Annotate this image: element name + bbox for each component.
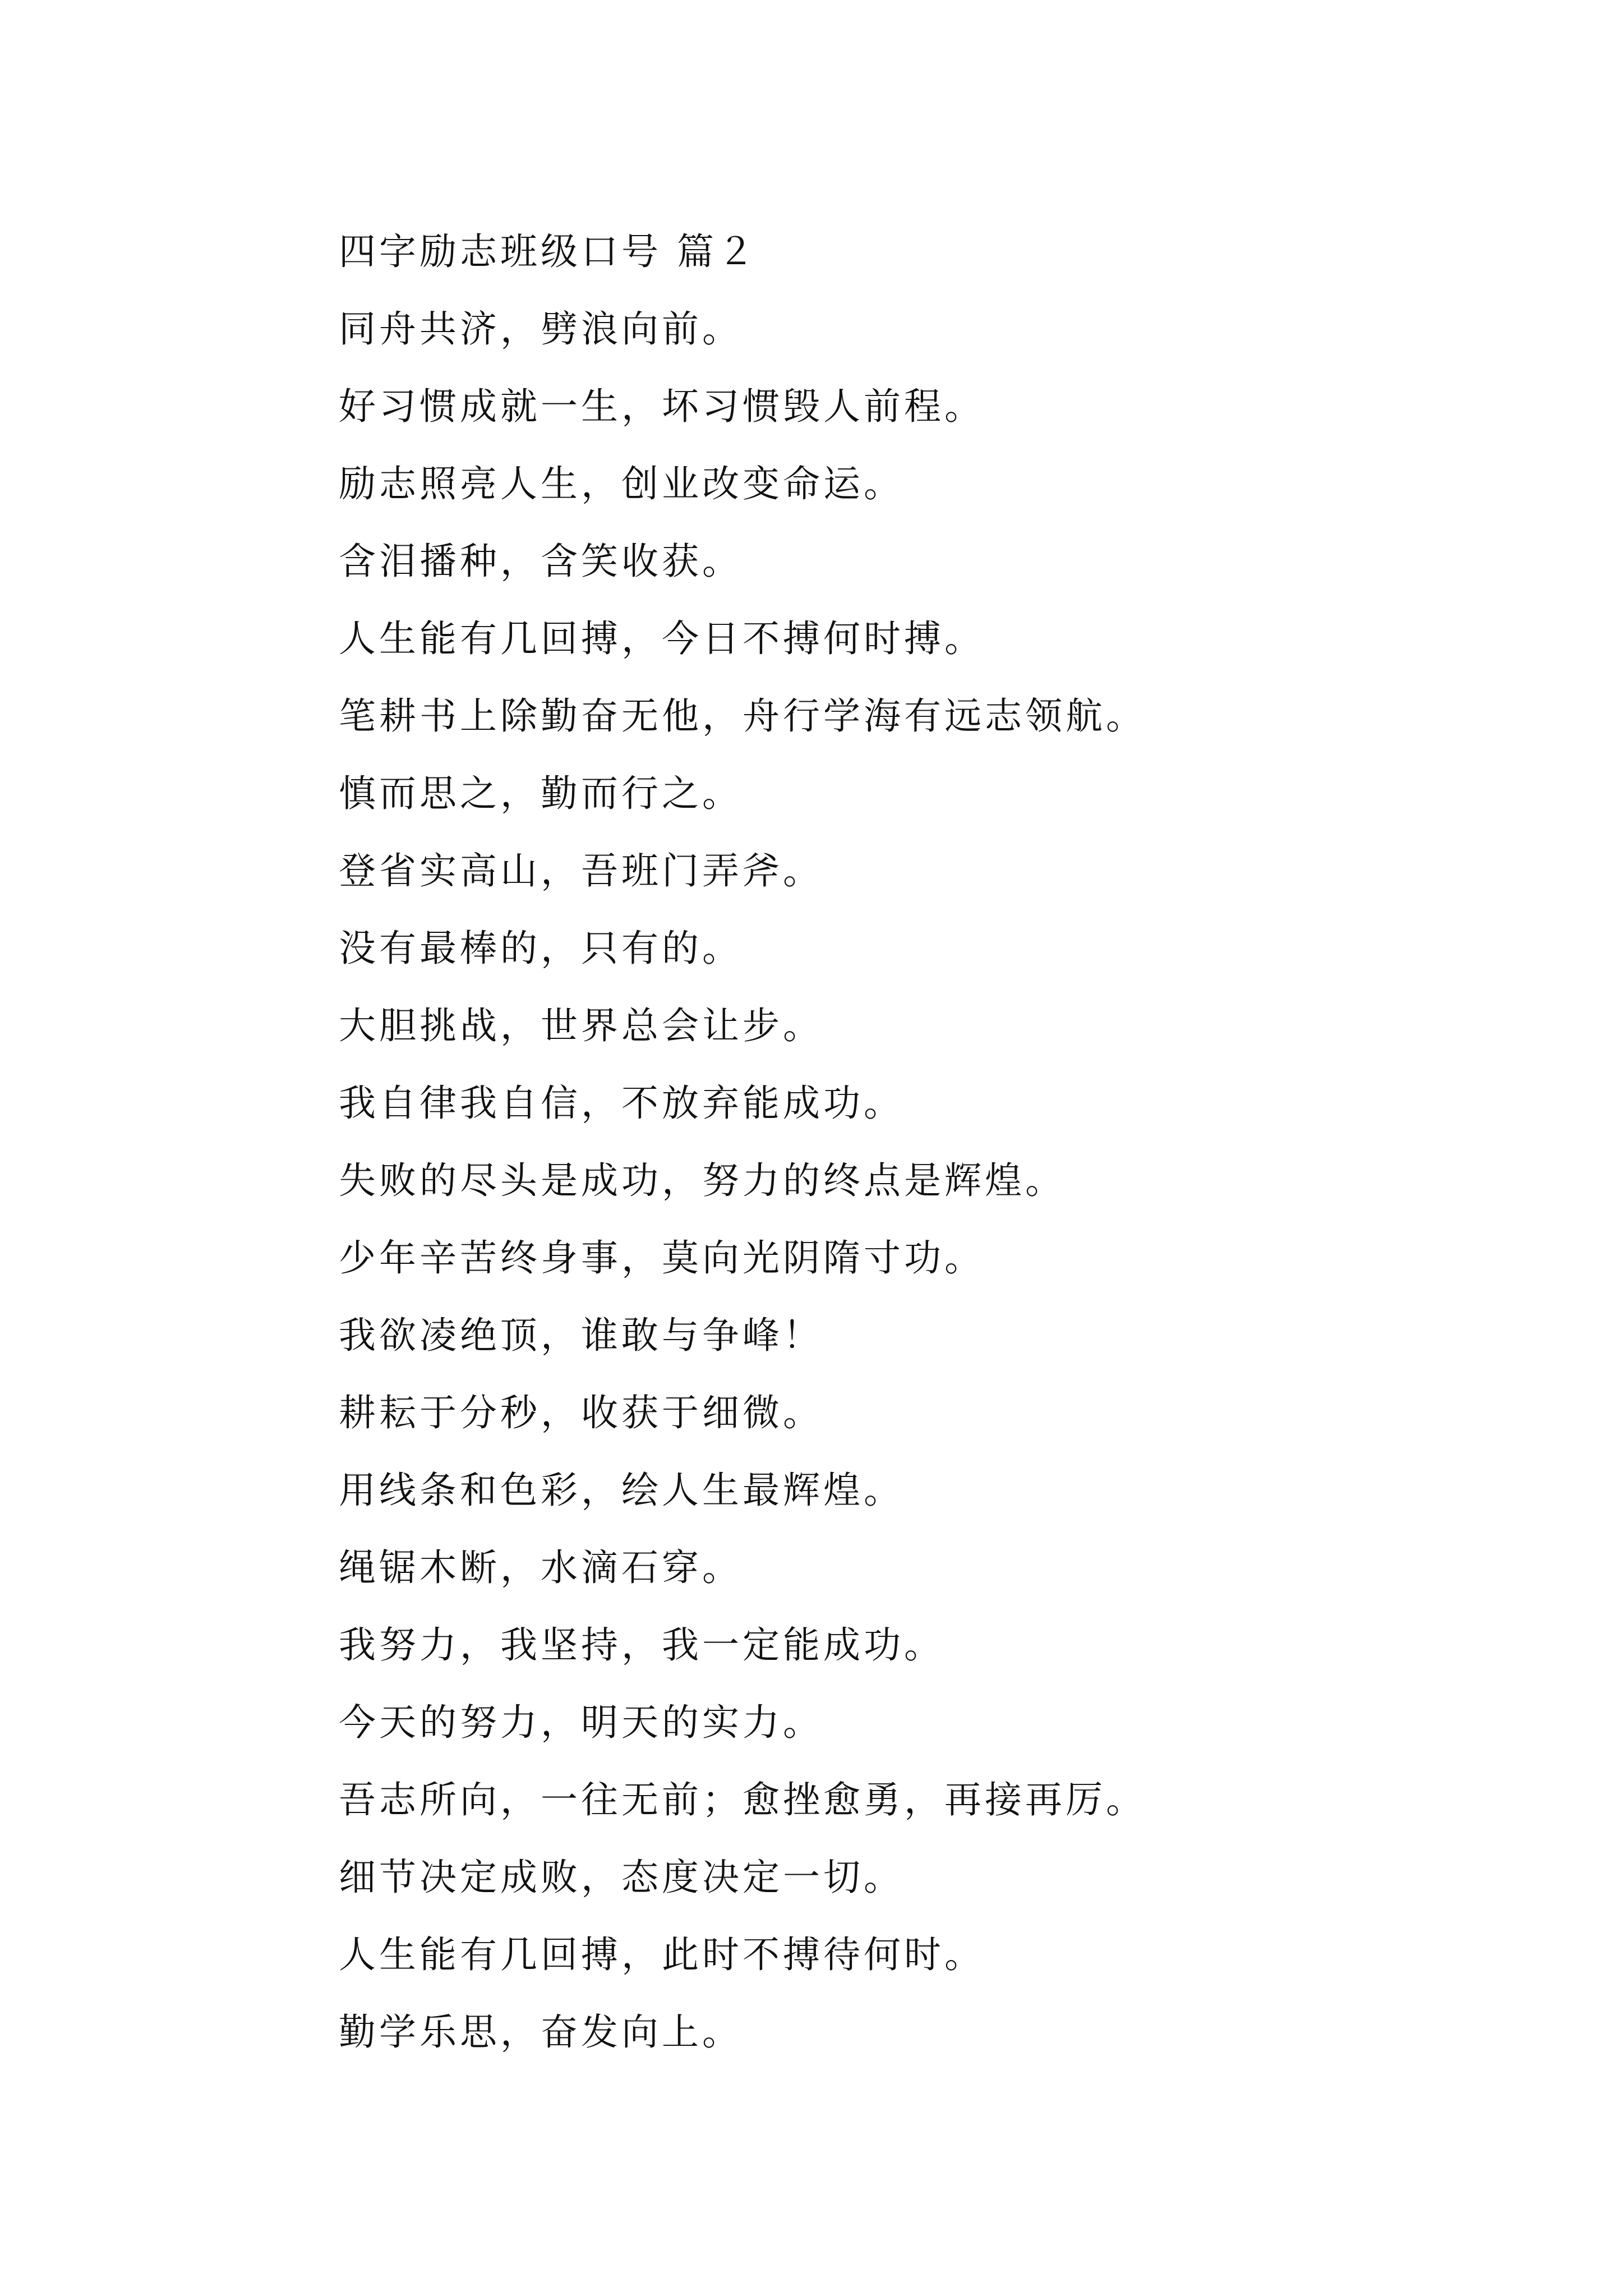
slogan-line: 好习惯成就一生，坏习惯毁人前程。 [339, 385, 985, 428]
document-body [339, 213, 1516, 2071]
slogan-line: 笔耕书上除勤奋无他，舟行学海有远志领航。 [339, 694, 1146, 738]
slogan-list [339, 291, 1516, 2071]
slogan-line: 励志照亮人生，创业改变命运。 [339, 462, 904, 505]
slogan-line: 登省实高山，吾班门弄斧。 [339, 849, 823, 892]
slogan-line: 细节决定成败，态度决定一切。 [339, 1856, 904, 1899]
slogan-line: 我自律我自信，不放弃能成功。 [339, 1082, 904, 1125]
slogan-line: 绳锯木断，水滴石穿。 [339, 1546, 743, 1589]
slogan-line: 同舟共济，劈浪向前。 [339, 307, 743, 351]
slogan-line: 大胆挑战，世界总会让步。 [339, 1004, 823, 1047]
slogan-line: 人生能有几回搏，今日不搏何时搏。 [339, 617, 985, 660]
slogan-line: 用线条和色彩，绘人生最辉煌。 [339, 1469, 904, 1512]
slogan-line: 慎而思之，勤而行之。 [339, 772, 743, 815]
slogan-line: 我欲凌绝顶，谁敢与争峰！ [339, 1314, 823, 1357]
slogan-line: 今天的努力，明天的实力。 [339, 1701, 823, 1744]
document-title: 四字励志班级口号 篇２ [339, 230, 758, 273]
slogan-line: 含泪播种，含笑收获。 [339, 540, 743, 583]
slogan-line: 少年辛苦终身事，莫向光阴隋寸功。 [339, 1236, 985, 1280]
slogan-line: 我努力，我坚持，我一定能成功。 [339, 1623, 944, 1667]
slogan-line: 没有最棒的，只有的。 [339, 927, 743, 970]
slogan-line: 勤学乐思，奋发向上。 [339, 2010, 743, 2054]
slogan-line: 失败的尽头是成功，努力的终点是辉煌。 [339, 1159, 1066, 1202]
slogan-line: 耕耘于分秒，收获于细微。 [339, 1391, 823, 1434]
slogan-line: 吾志所向，一往无前；愈挫愈勇，再接再厉。 [339, 1778, 1146, 1821]
slogan-line: 人生能有几回搏，此时不搏待何时。 [339, 1933, 985, 1976]
